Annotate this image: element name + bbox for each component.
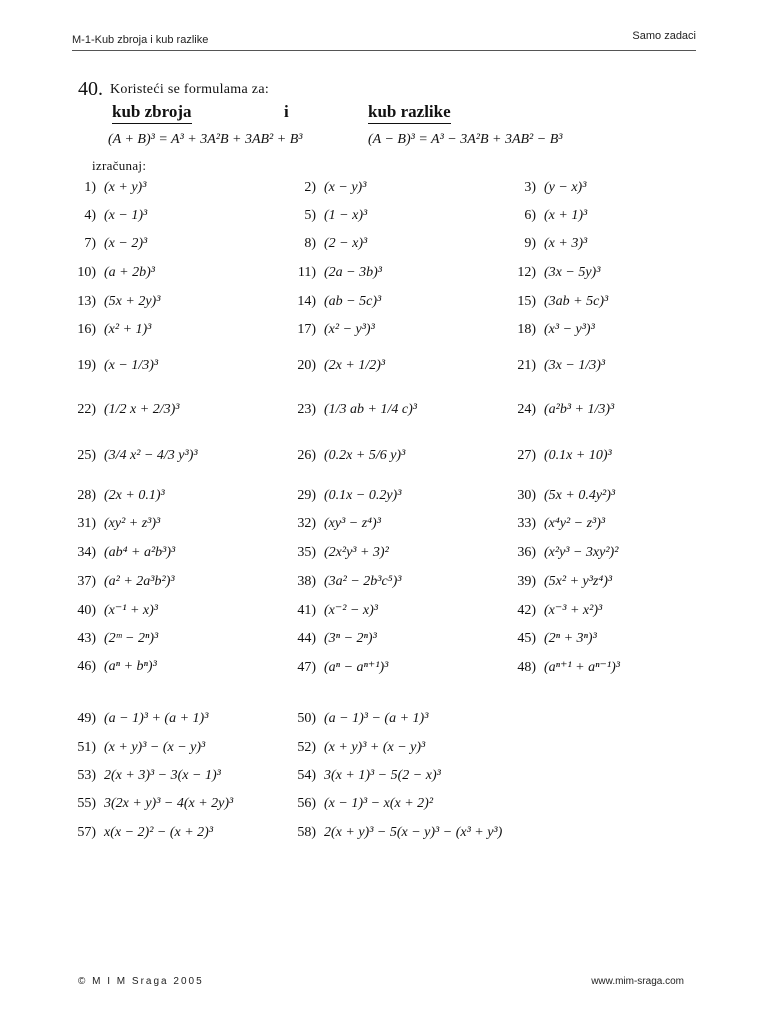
- exercise-number: 48): [517, 660, 536, 675]
- exercise-expression: (a²b³ + 1/3)³: [544, 402, 615, 417]
- exercise-expression: 2(x + y)³ − 5(x − y)³ − (x³ + y³): [324, 825, 503, 840]
- exercise-expression: (x − 1)³: [104, 208, 148, 223]
- exercise-number: 30): [517, 488, 536, 503]
- exercise-number: 39): [517, 574, 536, 589]
- exercise-number: 6): [524, 208, 536, 223]
- exercise-expression: (x⁻¹ + x)³: [104, 603, 158, 618]
- exercise-expression: (x²y³ − 3xy²)²: [544, 545, 619, 560]
- exercise-expression: (x + y)³ + (x − y)³: [324, 740, 426, 755]
- exercise-expression: (x² + 1)³: [104, 322, 152, 337]
- exercise-item: [282, 358, 385, 380]
- exercise-item: [282, 768, 441, 790]
- exercise-item: [62, 574, 175, 596]
- footer-website: www.mim-sraga.com: [591, 976, 684, 987]
- exercise-number: 19): [77, 358, 96, 373]
- right-formula: (A − B)³ = A³ − 3A²B + 3AB² − B³: [368, 132, 563, 147]
- exercise-expression: (3a² − 2b³c⁵)³: [324, 574, 402, 589]
- exercise-item: [62, 659, 157, 681]
- exercise-number: 58): [297, 825, 316, 840]
- exercise-number: 35): [297, 545, 316, 560]
- exercise-expression: 2(x + 3)³ − 3(x − 1)³: [104, 768, 221, 783]
- exercise-number: 20): [297, 358, 316, 373]
- exercise-number: 14): [297, 294, 316, 309]
- exercise-number: 18): [517, 322, 536, 337]
- exercise-expression: (x + 1)³: [544, 208, 588, 223]
- exercise-expression: (a² + 2a³b²)³: [104, 574, 175, 589]
- exercise-item: [62, 602, 158, 624]
- exercise-item: [282, 448, 405, 470]
- exercise-expression: (x⁴y² − z³)³: [544, 516, 606, 531]
- exercise-expression: (x − 1/3)³: [104, 358, 159, 373]
- exercise-number: 28): [77, 488, 96, 503]
- left-formula: (A + B)³ = A³ + 3A²B + 3AB² + B³: [108, 132, 303, 147]
- exercise-expression: (1 − x)³: [324, 208, 368, 223]
- exercise-expression: (ab⁴ + a²b³)³: [104, 545, 176, 560]
- exercise-expression: (2ⁿ + 3ⁿ)³: [544, 631, 597, 646]
- exercise-expression: (aⁿ + bⁿ)³: [104, 659, 157, 674]
- exercise-item: [502, 208, 587, 230]
- exercise-item: [502, 488, 615, 510]
- exercise-expression: (5x + 0.4y²)³: [544, 488, 616, 503]
- exercise-item: [282, 180, 366, 202]
- exercise-item: [62, 631, 158, 653]
- exercise-expression: (0.1x + 10)³: [544, 448, 612, 463]
- exercise-item: [502, 294, 608, 316]
- exercise-expression: (1/2 x + 2/3)³: [104, 402, 180, 417]
- exercise-number: 26): [297, 448, 316, 463]
- exercise-item: [62, 402, 179, 424]
- exercise-number: 41): [297, 603, 316, 618]
- header-right-title: Samo zadaci: [632, 30, 696, 42]
- exercise-item: [502, 659, 620, 681]
- exercise-expression: (a + 2b)³: [104, 265, 155, 280]
- exercise-number: 8): [304, 236, 316, 251]
- exercise-number: 38): [297, 574, 316, 589]
- exercise-expression: (x − y)³: [324, 180, 367, 195]
- exercise-expression: (y − x)³: [544, 180, 587, 195]
- exercise-number: 27): [517, 448, 536, 463]
- exercise-number: 15): [517, 294, 536, 309]
- exercise-item: [502, 448, 612, 470]
- left-formula-title: kub zbroja: [112, 102, 192, 124]
- exercise-expression: (3x − 1/3)³: [544, 358, 606, 373]
- exercise-number: 1): [84, 180, 96, 195]
- exercise-expression: 3(x + 1)³ − 5(2 − x)³: [324, 768, 441, 783]
- exercise-expression: 3(2x + y)³ − 4(x + 2y)³: [104, 796, 234, 811]
- exercise-item: [282, 545, 389, 567]
- exercise-number: 25): [77, 448, 96, 463]
- exercise-number: 46): [77, 659, 96, 674]
- exercise-item: [502, 236, 587, 258]
- exercise-item: [282, 265, 382, 287]
- task-intro: Koristeći se formulama za:: [110, 82, 270, 97]
- exercise-item: [282, 825, 502, 847]
- exercise-expression: (x + y)³ − (x − y)³: [104, 740, 206, 755]
- exercise-number: 17): [297, 322, 316, 337]
- exercise-number: 21): [517, 358, 536, 373]
- right-formula-title: kub razlike: [368, 102, 451, 124]
- exercise-item: [502, 516, 605, 538]
- exercise-number: 44): [297, 631, 316, 646]
- exercise-number: 16): [77, 322, 96, 337]
- exercise-item: [282, 402, 417, 424]
- exercise-expression: (x + 3)³: [544, 236, 588, 251]
- exercise-item: [282, 740, 425, 762]
- exercise-expression: (aⁿ⁺¹ + aⁿ⁻¹)³: [544, 660, 620, 675]
- task-number: 40.: [78, 78, 103, 100]
- exercise-item: [62, 516, 160, 538]
- exercise-item: [282, 488, 401, 510]
- exercise-expression: (a − 1)³ + (a + 1)³: [104, 711, 209, 726]
- exercise-number: 9): [524, 236, 536, 251]
- exercise-expression: (0.1x − 0.2y)³: [324, 488, 402, 503]
- exercise-item: [62, 358, 158, 380]
- exercise-number: 43): [77, 631, 96, 646]
- exercise-item: [282, 796, 433, 818]
- exercise-item: [502, 322, 595, 344]
- exercise-item: [282, 659, 388, 681]
- exercise-number: 50): [297, 711, 316, 726]
- exercise-expression: (3ab + 5c)³: [544, 294, 609, 309]
- exercise-expression: (x − 1)³ − x(x + 2)²: [324, 796, 434, 811]
- exercise-item: [62, 236, 147, 258]
- exercise-number: 23): [297, 402, 316, 417]
- header-left-title: M-1-Kub zbroja i kub razlike: [72, 34, 209, 46]
- exercise-item: [502, 265, 600, 287]
- exercise-number: 13): [77, 294, 96, 309]
- exercise-item: [282, 631, 377, 653]
- exercise-number: 36): [517, 545, 536, 560]
- exercise-item: [282, 236, 367, 258]
- exercise-expression: (3/4 x² − 4/3 y³)³: [104, 448, 198, 463]
- exercise-item: [282, 516, 381, 538]
- exercise-number: 29): [297, 488, 316, 503]
- connector-word: i: [284, 102, 289, 121]
- exercise-item: [62, 294, 160, 316]
- exercise-item: [62, 322, 151, 344]
- exercise-expression: (0.2x + 5/6 y)³: [324, 448, 406, 463]
- exercise-item: [282, 294, 381, 316]
- exercise-expression: (5x² + y³z⁴)³: [544, 574, 613, 589]
- exercise-number: 4): [84, 208, 96, 223]
- exercise-expression: x(x − 2)² − (x + 2)³: [104, 825, 214, 840]
- exercise-number: 45): [517, 631, 536, 646]
- exercise-expression: (xy³ − z⁴)³: [324, 516, 381, 531]
- exercise-item: [282, 208, 367, 230]
- instruction: izračunaj:: [92, 158, 147, 173]
- exercise-number: 12): [517, 265, 536, 280]
- exercise-item: [502, 545, 618, 567]
- exercise-item: [502, 180, 586, 202]
- exercise-item: [62, 825, 213, 847]
- exercise-number: 11): [297, 265, 316, 280]
- exercise-item: [282, 711, 428, 733]
- exercise-item: [502, 631, 597, 653]
- exercise-expression: (3ⁿ − 2ⁿ)³: [324, 631, 377, 646]
- exercise-item: [502, 602, 602, 624]
- exercise-expression: (aⁿ − aⁿ⁺¹)³: [324, 660, 389, 675]
- exercise-item: [502, 358, 605, 380]
- exercise-expression: (2a − 3b)³: [324, 265, 382, 280]
- header-divider: [72, 50, 696, 51]
- exercise-item: [62, 488, 165, 510]
- exercise-expression: (x⁻³ + x²)³: [544, 603, 603, 618]
- exercise-item: [282, 574, 401, 596]
- exercise-expression: (2x + 1/2)³: [324, 358, 386, 373]
- exercise-number: 33): [517, 516, 536, 531]
- exercise-number: 40): [77, 603, 96, 618]
- exercise-expression: (2x²y³ + 3)²: [324, 545, 389, 560]
- exercise-expression: (x − 2)³: [104, 236, 148, 251]
- exercise-item: [282, 322, 375, 344]
- exercise-expression: (2x + 0.1)³: [104, 488, 165, 503]
- exercise-expression: (x² − y³)³: [324, 322, 375, 337]
- exercise-item: [62, 208, 147, 230]
- exercise-expression: (3x − 5y)³: [544, 265, 601, 280]
- exercise-number: 56): [297, 796, 316, 811]
- exercise-number: 5): [304, 208, 316, 223]
- exercise-number: 47): [297, 660, 316, 675]
- exercise-number: 32): [297, 516, 316, 531]
- exercise-number: 24): [517, 402, 536, 417]
- exercise-item: [62, 448, 198, 470]
- exercise-number: 7): [84, 236, 96, 251]
- exercise-item: [62, 265, 155, 287]
- exercise-number: 55): [77, 796, 96, 811]
- exercise-item: [62, 711, 208, 733]
- exercise-number: 54): [297, 768, 316, 783]
- footer-copyright: © M I M Sraga 2005: [78, 976, 204, 987]
- exercise-number: 31): [77, 516, 96, 531]
- exercise-expression: (2 − x)³: [324, 236, 368, 251]
- exercise-number: 22): [77, 402, 96, 417]
- exercise-number: 57): [77, 825, 96, 840]
- exercise-number: 49): [77, 711, 96, 726]
- exercise-item: [502, 574, 612, 596]
- exercise-expression: (xy² + z³)³: [104, 516, 161, 531]
- exercise-number: 42): [517, 603, 536, 618]
- exercise-item: [62, 768, 221, 790]
- exercise-number: 37): [77, 574, 96, 589]
- exercise-expression: (ab − 5c)³: [324, 294, 382, 309]
- exercise-item: [62, 545, 175, 567]
- exercise-number: 2): [304, 180, 316, 195]
- exercise-expression: (5x + 2y)³: [104, 294, 161, 309]
- exercise-expression: (x³ − y³)³: [544, 322, 595, 337]
- exercise-number: 53): [77, 768, 96, 783]
- exercise-number: 34): [77, 545, 96, 560]
- exercise-expression: (a − 1)³ − (a + 1)³: [324, 711, 429, 726]
- exercise-expression: (1/3 ab + 1/4 c)³: [324, 402, 417, 417]
- exercise-item: [502, 402, 614, 424]
- exercise-expression: (x⁻² − x)³: [324, 603, 378, 618]
- exercise-item: [62, 180, 146, 202]
- exercise-number: 51): [77, 740, 96, 755]
- exercise-number: 3): [524, 180, 536, 195]
- exercise-expression: (2ᵐ − 2ⁿ)³: [104, 631, 159, 646]
- exercise-number: 10): [77, 265, 96, 280]
- exercise-item: [62, 740, 205, 762]
- exercise-number: 52): [297, 740, 316, 755]
- exercise-expression: (x + y)³: [104, 180, 147, 195]
- exercise-item: [62, 796, 233, 818]
- exercise-item: [282, 602, 378, 624]
